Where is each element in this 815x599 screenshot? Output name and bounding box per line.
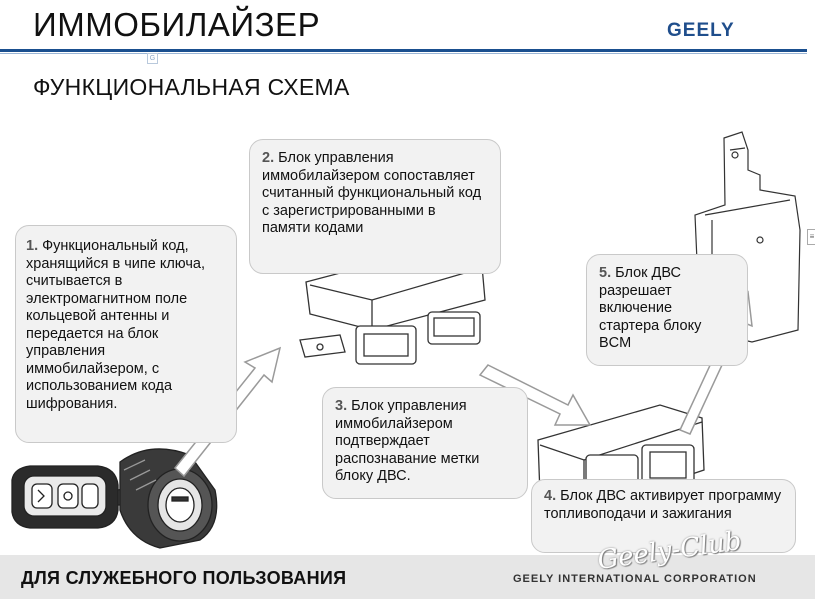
step-3-text: Блок управления иммобилайзером подтверждает распознавание метки блоку ДВС.	[335, 398, 480, 484]
ignition-ring-antenna-icon	[120, 449, 217, 548]
geely-logo: GEELY	[667, 20, 735, 41]
step-2-callout	[249, 139, 501, 274]
side-scroll-tab[interactable]: ≡	[807, 229, 815, 245]
step-5-number: 5.	[599, 265, 612, 281]
step-4-number: 4.	[544, 488, 557, 504]
step-2-number: 2.	[262, 150, 275, 166]
step-3-callout	[322, 387, 528, 499]
step-5-callout	[586, 254, 748, 366]
watermark: Geely-Club	[595, 526, 744, 576]
step-1-number: 1.	[26, 238, 39, 254]
step-3-number: 3.	[335, 398, 348, 414]
step-4-text: Блок ДВС активирует программу топливоподачи и зажигания	[544, 488, 782, 522]
page-subtitle: ФУНКЦИОНАЛЬНАЯ СХЕМА	[33, 74, 350, 100]
footer-corporation: GEELY INTERNATIONAL CORPORATION	[513, 573, 757, 585]
page-title: ИММОБИЛАЙЗЕР	[33, 6, 321, 43]
small-logo-mark-icon: G	[147, 53, 158, 64]
footer-label: ДЛЯ СЛУЖЕБНОГО ПОЛЬЗОВАНИЯ	[21, 568, 347, 588]
step-1-callout	[15, 225, 237, 443]
step-2-text: Блок управления иммобилайзером сопоставляет считанный функциональный код с зарегистрированными в памяти кодами	[262, 150, 482, 236]
step-1-text: Функциональный код, хранящийся в чипе ключа, считывается в электромагнитном поле кольцевой антенны и передается на блок управления иммобилайзером, с использованием кода шифрования.	[26, 238, 205, 412]
step-5-text: Блок ДВС разрешает включение стартера блоку BCM	[599, 265, 702, 351]
